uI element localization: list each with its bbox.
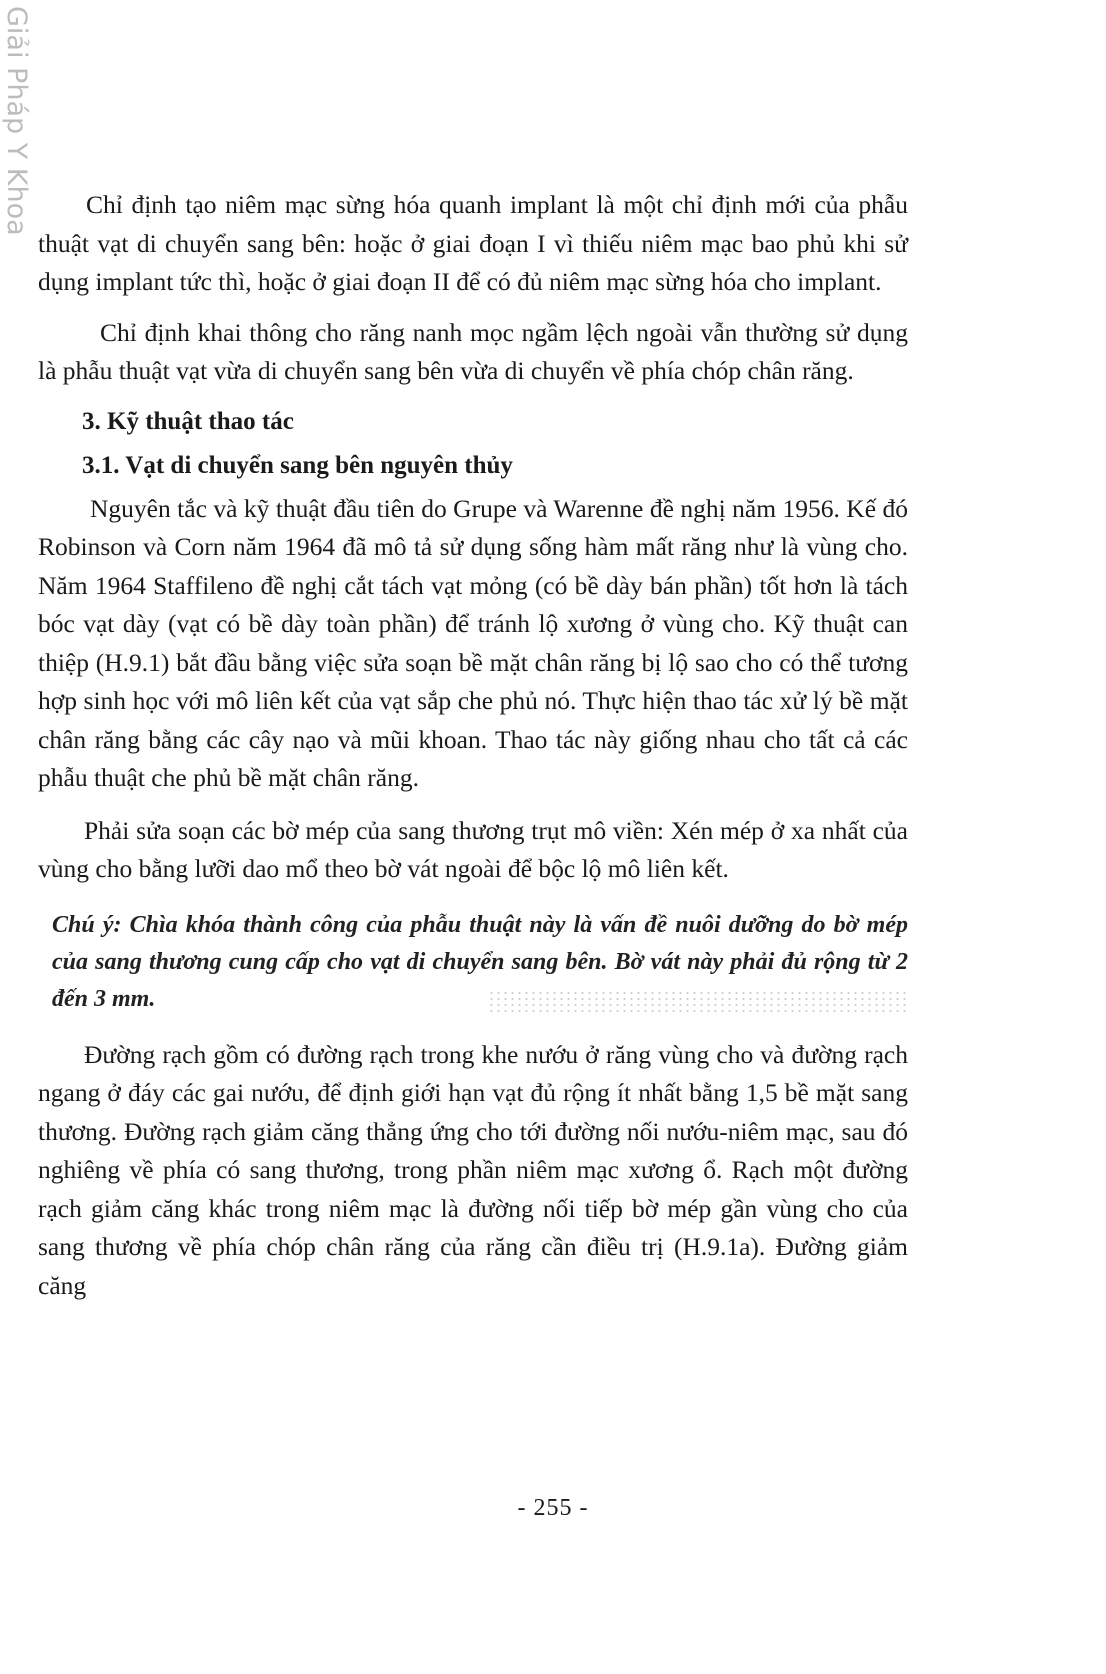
watermark xyxy=(2,6,36,236)
note-box xyxy=(52,907,908,1018)
paragraph-incision: Đường rạch gồm có đường rạch trong khe nướu ở răng vùng cho và đường rạch ngang ở đáy các gai nướu, để định giới hạn vạt đủ rộng ít nhất bằng 1,5 bề mặt sang thương. Đường rạch giảm căng thẳng ứng cho tới đường nối nướu-niêm mạc, sau đó nghiêng về phía có sang thương, trong phần niêm mạc xương ổ. Rạch một đường rạch giảm căng khác trong niêm mạc là đường nối tiếp bờ mép gần vùng cho của sang thương về phía chóp chân răng của răng cần điều trị (H.9.1a). Đường giảm căng xyxy=(38,1039,908,1300)
paragraph-history-technique: Nguyên tắc và kỹ thuật đầu tiên do Grupe và Warenne đề nghị năm 1956. Kế đó Robinson và Corn năm 1964 đã mô tả sử dụng sống hàm mất răng như là vùng cho. Năm 1964 Staffileno đề nghị cắt tách vạt mỏng (có bề dày bán phần) tốt hơn là tách bóc vạt dày (vạt có bề dày toàn phần) để tránh lộ xương ở vùng cho. Kỹ thuật can thiệp (H.9.1) bắt đầu bằng việc sửa soạn bề mặt chân răng bị lộ sao cho có thể tương hợp sinh học với mô liên kết của vạt sắp che phủ nó. Thực hiện thao tác xử lý bề mặt chân răng bằng các cây nạo và mũi khoan. Thao tác này giống nhau cho tất cả các phẫu thuật che phủ bề mặt chân răng. xyxy=(38,493,908,792)
paragraph-implant-indication: Chỉ định tạo niêm mạc sừng hóa quanh implant là một chỉ định mới của phẫu thuật vạt di chuyển sang bên: hoặc ở giai đoạn I vì thiếu niêm mạc bao phủ khi sử dụng implant tức thì, hoặc ở giai đoạn II để có đủ niêm mạc sừng hóa cho implant. xyxy=(38,190,908,296)
subsection-heading: 3.1. Vạt di chuyển sang bên nguyên thủy xyxy=(82,452,513,479)
paragraph-margin-preparation: Phải sửa soạn các bờ mép của sang thương trụt mô viền: Xén mép ở xa nhất của vùng cho bằng lưỡi dao mổ theo bờ vát ngoài để bộc lộ mô liên kết. xyxy=(38,815,908,883)
watermark-text: Giải Pháp Y Khoa xyxy=(1,6,32,236)
paragraph-canine-indication: Chỉ định khai thông cho răng nanh mọc ngầm lệch ngoài vẫn thường sử dụng là phẫu thuật vạt vừa di chuyển sang bên vừa di chuyển về phía chóp chân răng. xyxy=(38,317,908,385)
page-body xyxy=(38,186,908,1305)
note-text: Chú ý: Chìa khóa thành công của phẫu thuật này là vấn đề nuôi dưỡng do bờ mép của sang thương cung cấp cho vạt di chuyển sang bên. Bờ vát này phải đủ rộng từ 2 đến 3 mm. xyxy=(52,911,908,1012)
page-number: - 255 - xyxy=(517,1495,589,1521)
section-heading: 3. Kỹ thuật thao tác xyxy=(82,407,294,435)
scan-noise xyxy=(488,990,908,1012)
